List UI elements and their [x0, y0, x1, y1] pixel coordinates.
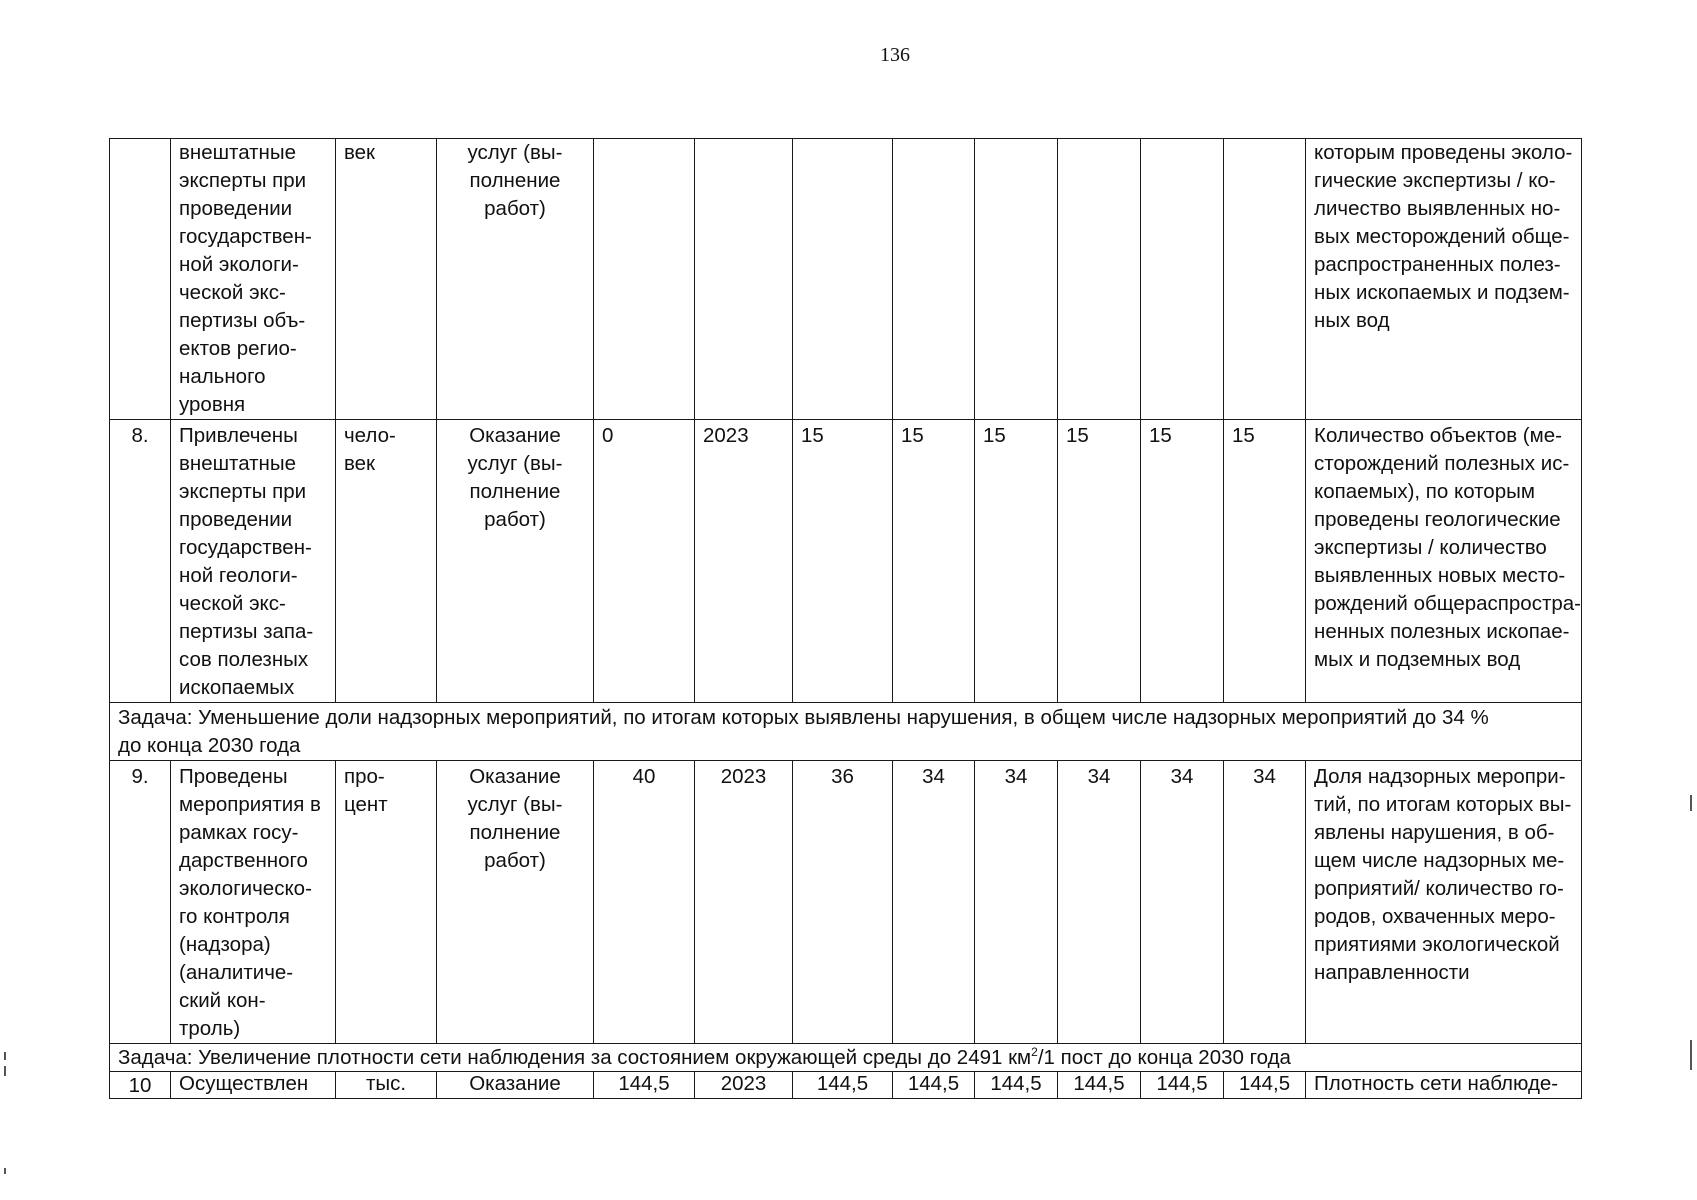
unit: тыс.: [336, 1072, 437, 1099]
value-cell: 34: [893, 761, 975, 1044]
scan-edge-mark: [4, 1052, 6, 1060]
result-name: Привлечены внештатные эксперты при проведении государствен- ной геологи- ческой экс- пертизы запа- сов полезных ископаемых: [171, 420, 336, 703]
indicators-table: [109, 138, 1582, 1099]
value-cell: 144,5: [975, 1072, 1058, 1099]
indicator-description: Плотность сети наблюде-: [1306, 1072, 1582, 1099]
value-cell: 15: [893, 420, 975, 703]
value-cell: 144,5: [793, 1072, 893, 1099]
base-year: [695, 139, 793, 420]
row-number: [110, 139, 171, 420]
scan-edge-mark: [1690, 795, 1692, 811]
result-name: Осуществлен: [171, 1072, 336, 1099]
value-cell: [1058, 139, 1141, 420]
base-year: 2023: [695, 761, 793, 1044]
scan-edge-mark: [4, 1066, 6, 1076]
value-cell: [975, 139, 1058, 420]
row-number: 8.: [110, 420, 171, 703]
value-cell: 34: [1224, 761, 1306, 1044]
value-cell: 15: [1058, 420, 1141, 703]
result-type: Оказание: [437, 1072, 594, 1099]
base-value: 144,5: [594, 1072, 695, 1099]
result-name: Проведены мероприятия в рамках госу- дарственного экологическо- го контроля (надзора) (аналитиче- ский кон- троль): [171, 761, 336, 1044]
value-cell: 15: [793, 420, 893, 703]
result-name: внештатные эксперты при проведении государствен- ной экологи- ческой экс- пертизы объ- ектов регио- нального уровня: [171, 139, 336, 420]
unit: чело- век: [336, 420, 437, 703]
row-number: 9.: [110, 761, 171, 1044]
indicator-description: Количество объектов (ме- сторождений полезных ис- копаемых), по которым проведены геологические экспертизы / количество выявленных новых место- рождений общераспростра- ненных полезных ископае- мых и подземных вод: [1306, 420, 1582, 703]
row-number: 10: [110, 1072, 171, 1099]
table-row: [110, 139, 1582, 420]
base-year: 2023: [695, 420, 793, 703]
value-cell: [893, 139, 975, 420]
task-row: [110, 1044, 1582, 1072]
value-cell: 15: [975, 420, 1058, 703]
value-cell: 15: [1141, 420, 1224, 703]
value-cell: 34: [1058, 761, 1141, 1044]
unit: век: [336, 139, 437, 420]
value-cell: 144,5: [1224, 1072, 1306, 1099]
result-type: Оказание услуг (вы- полнение работ): [437, 761, 594, 1044]
indicator-description: которым проведены эколо- гические экспертизы / ко- личество выявленных но- вых месторождений обще- распространенных полез- ных ископаемых и подзем- ных вод: [1306, 139, 1582, 420]
value-cell: 34: [1141, 761, 1224, 1044]
table-row: [110, 761, 1582, 1044]
value-cell: 15: [1224, 420, 1306, 703]
result-type: услуг (вы- полнение работ): [437, 139, 594, 420]
table-row: [110, 420, 1582, 703]
value-cell: 36: [793, 761, 893, 1044]
page-number: 136: [880, 44, 910, 66]
task-heading: Задача: Уменьшение доли надзорных мероприятий, по итогам которых выявлены нарушения, в общем числе надзорных мероприятий до 34 % до конца 2030 года: [110, 703, 1582, 761]
base-value: 0: [594, 420, 695, 703]
value-cell: 144,5: [893, 1072, 975, 1099]
unit: про- цент: [336, 761, 437, 1044]
task-row: [110, 703, 1582, 761]
base-year: 2023: [695, 1072, 793, 1099]
value-cell: [1141, 139, 1224, 420]
scan-edge-mark: [1690, 1040, 1692, 1070]
value-cell: 144,5: [1058, 1072, 1141, 1099]
result-type: Оказание услуг (вы- полнение работ): [437, 420, 594, 703]
value-cell: 144,5: [1141, 1072, 1224, 1099]
base-value: [594, 139, 695, 420]
value-cell: [793, 139, 893, 420]
base-value: 40: [594, 761, 695, 1044]
value-cell: 34: [975, 761, 1058, 1044]
indicator-description: Доля надзорных меропри- тий, по итогам которых вы- явлены нарушения, в об- щем числе надзорных ме- роприятий/ количество го- родов, охваченных меро- приятиями экологической направленности: [1306, 761, 1582, 1044]
task-heading: Задача: Увеличение плотности сети наблюдения за состоянием окружающей среды до 2491 $км^2/1$ пост до конца 2030 года: [110, 1044, 1582, 1072]
table-row: [110, 1072, 1582, 1099]
value-cell: [1224, 139, 1306, 420]
scan-edge-mark: [4, 1168, 6, 1174]
